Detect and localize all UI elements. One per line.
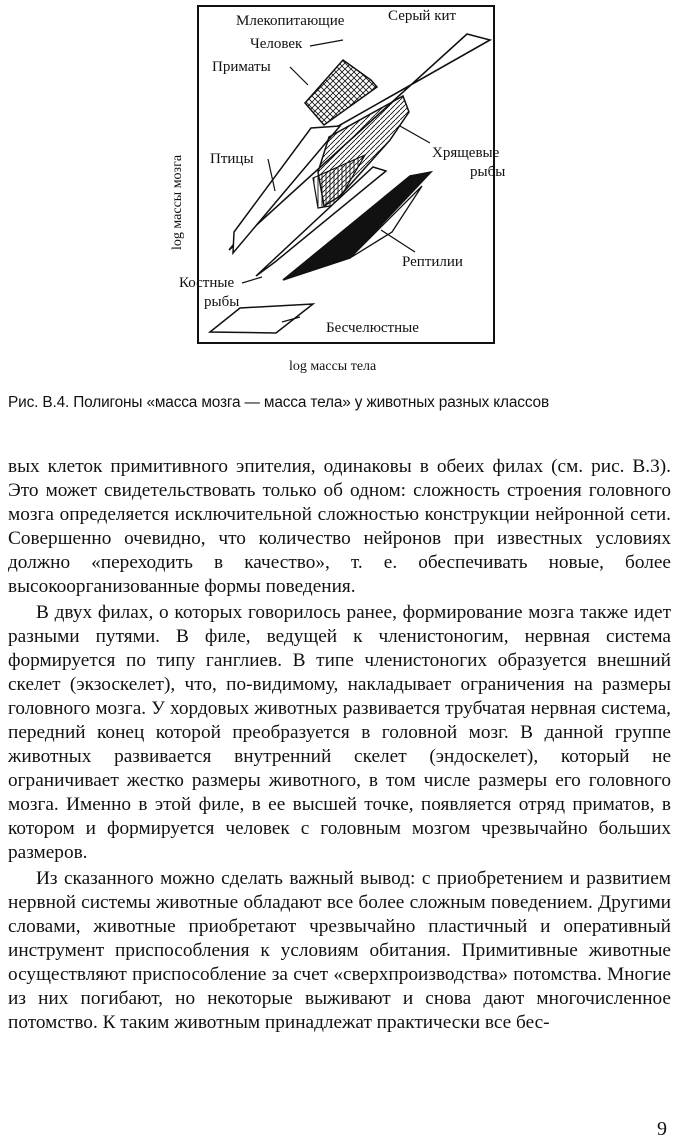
paragraph-3: Из сказанного можно сделать важный вывод: с приобретением и развитием нервной системы животные обладают все более сложным поведением. Другими словами, животные приобретают чрезвычайно пластичный и оперативный инструмент приспособления к условиям обитания. Примитивные животные осуществляют приспособление за счет «сверхпроизводства» потомства. Многие из них погибают, но некоторые выживают и снова дают многочисленное потомство. К таким животным принадлежат практически все бес- (8, 868, 671, 1033)
label-cartilaginous-fish-2: рыбы (470, 164, 506, 180)
paragraph-1: вых клеток примитивного эпителия, одинаковы в обеих филах (см. рис. В.3). Это может свидетельствовать только об одном: сложность строения головного мозга определяется исключительной сложностью конструкции нейронной сети. Совершенно очевидно, что количество нейронов при известных условиях должно «переходить в качество», т. е. обеспечивать новые, более высокоорганизованные формы поведения. (8, 456, 671, 597)
label-birds: Птицы (210, 151, 254, 167)
paragraph-2: В двух филах, о которых говорилось ранее, формирование мозга также идет разными путями. В филе, ведущей к членистоногим, нервная система формируется по типу ганглиев. В типе членистоногих образуется внешний скелет (экзоскелет), что, по-видимому, накладывает ограничения на размеры головного мозга. У хордовых животных развивается трубчатая нервная система, передний конец которой преобразуется в головной мозг. В данной группе животных развивается внутренний скелет (эндоскелет), который не ограничивает жестко размеры животного, в том числе размеры его головного мозга. Именно в этой филе, в ее высшей точке, появляется отряд приматов, в котором и формируется человек с головным мозгом чрезвычайно больших размеров. (8, 602, 671, 863)
x-axis-label: log массы тела (289, 359, 377, 374)
label-mammals: Млекопитающие (236, 13, 345, 29)
label-jawless: Бесчелюстные (326, 320, 419, 336)
label-bony-fish-1: Костные (179, 275, 235, 291)
body-text (8, 455, 671, 1035)
figure-brain-body-polygons (0, 0, 679, 380)
y-axis-label: log массы мозга (170, 154, 185, 250)
label-grey-whale: Серый кит (388, 8, 457, 24)
label-primates: Приматы (212, 59, 271, 75)
figure-caption: Рис. В.4. Полигоны «масса мозга — масса тела» у животных разных классов (8, 394, 549, 411)
page-number: 9 (657, 1118, 667, 1140)
label-human: Человек (250, 36, 303, 52)
label-cartilaginous-fish-1: Хрящевые (432, 145, 500, 161)
label-reptiles: Рептилии (402, 254, 463, 270)
label-bony-fish-2: рыбы (204, 294, 240, 310)
